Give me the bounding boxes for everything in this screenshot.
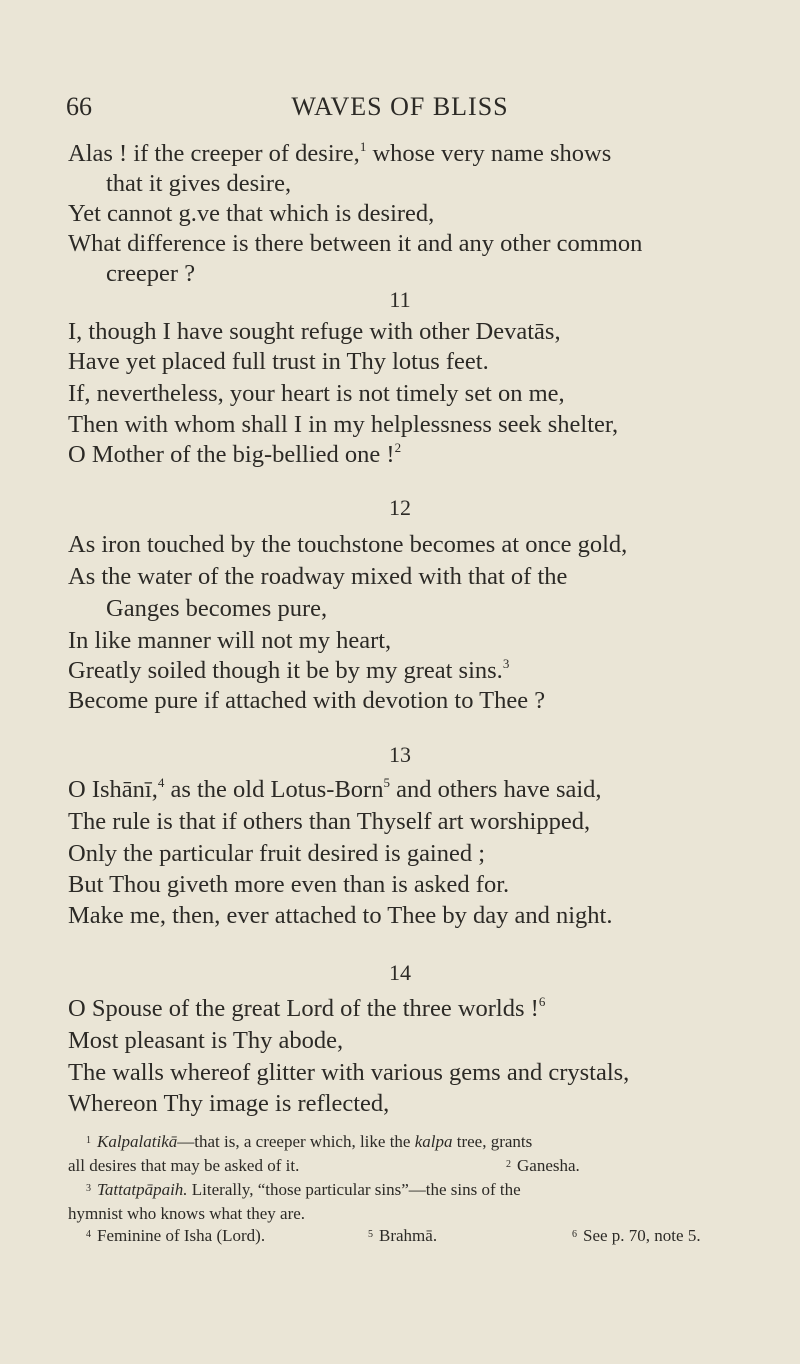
verse-line: Only the particular fruit desired is gained ;: [68, 840, 486, 867]
verse-line: Have yet placed full trust in Thy lotus feet.: [68, 348, 489, 375]
stanza-number: 13: [389, 742, 411, 767]
verse-line: But Thou giveth more even than is asked for.: [68, 871, 510, 898]
verse-line: O Ishānī,$^4$ as the old Lotus-Born$^5$ and others have said,: [68, 775, 602, 803]
verse-line: Then with whom shall I in my helplessness seek shelter,: [68, 411, 619, 438]
footnote-1: $^1$ Kalpalatikā—that is, a creeper which, like the kalpa tree, grants: [86, 1132, 533, 1151]
footnote-5: $^5$ Brahmā.: [368, 1226, 438, 1245]
running-title: WAVES OF BLISS: [291, 92, 509, 121]
verse-line: O Spouse of the great Lord of the three worlds !$^6$: [68, 994, 546, 1022]
stanza-number: 12: [389, 495, 411, 520]
stanza-number: 11: [389, 287, 411, 312]
verse-line: As the water of the roadway mixed with that of the: [68, 563, 568, 590]
verse-line: Whereon Thy image is reflected,: [68, 1090, 390, 1117]
verse-line: creeper ?: [106, 260, 196, 287]
verse-line: The walls whereof glitter with various gems and crystals,: [68, 1059, 630, 1086]
footnote-4: $^4$ Feminine of Isha (Lord).: [86, 1226, 266, 1245]
verse-line: Make me, then, ever attached to Thee by day and night.: [68, 902, 613, 929]
footnote-1-cont: all desires that may be asked of it.: [68, 1156, 300, 1175]
footnote-ref: 2: [394, 440, 402, 455]
footnote-2: $^2$ Ganesha.: [506, 1156, 580, 1175]
footnote-3: $^3$ Tattatpāpaih. Literally, “those particular sins”—the sins of the: [86, 1180, 521, 1199]
verse-line: What difference is there between it and any other common: [68, 230, 643, 257]
footnote-6: $^6$ See p. 70, note 5.: [572, 1226, 701, 1245]
stanza-number: 14: [389, 960, 411, 985]
footnote-3-cont: hymnist who knows what they are.: [68, 1204, 306, 1223]
verse-line: Ganges becomes pure,: [106, 595, 328, 622]
verse-line: Become pure if attached with devotion to Thee ?: [68, 687, 546, 714]
footnote-ref: 5: [383, 775, 390, 790]
verse-line: that it gives desire,: [106, 170, 292, 197]
verse-line: I, though I have sought refuge with other Devatās,: [68, 318, 561, 345]
verse-line: O Mother of the big-bellied one !$^2$: [68, 440, 402, 468]
page-number: 66: [66, 92, 92, 121]
verse-line: Alas ! if the creeper of desire,$^1$ whose very name shows: [68, 139, 612, 167]
footnote-ref: 1: [359, 139, 367, 154]
verse-line: Greatly soiled though it be by my great sins.$^3$: [68, 656, 510, 684]
verse-line: The rule is that if others than Thyself art worshipped,: [68, 808, 591, 835]
footnote-ref: 6: [538, 994, 546, 1009]
footnote-ref: 3: [502, 656, 510, 671]
verse-line: As iron touched by the touchstone becomes at once gold,: [68, 531, 628, 558]
footnote-ref: 4: [157, 775, 165, 790]
verse-line: Most pleasant is Thy abode,: [68, 1027, 344, 1054]
verse-line: Yet cannot g.ve that which is desired,: [68, 200, 435, 227]
verse-line: If, nevertheless, your heart is not timely set on me,: [68, 380, 565, 407]
verse-line: In like manner will not my heart,: [68, 627, 392, 654]
